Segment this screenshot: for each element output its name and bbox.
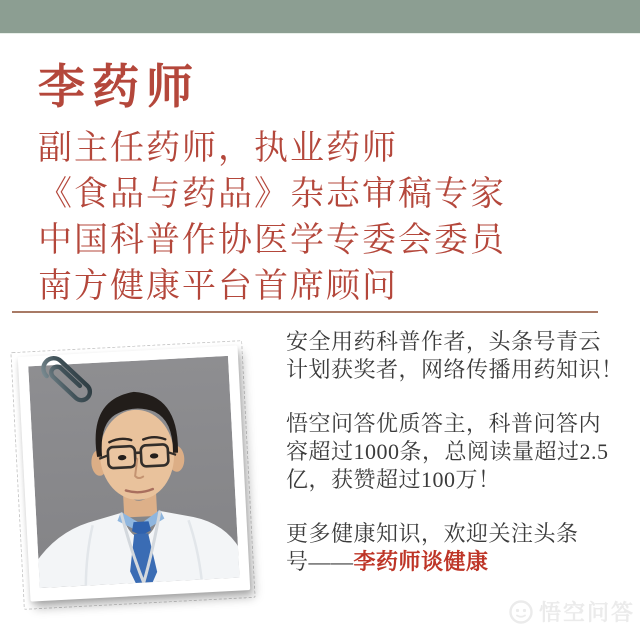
photo-block [22, 348, 248, 600]
bio-line: 更多健康知识，欢迎关注头条 [286, 521, 579, 546]
watermark-text: 悟空问答 [538, 600, 635, 625]
wukong-qa-logo-icon [508, 599, 534, 625]
bio-line-prefix: 号—— [286, 549, 354, 574]
bio-line: 容超过1000条，总阅读量超过2.5 [286, 439, 609, 464]
bio-line: 计划获奖者，网络传播用药知识！ [286, 357, 624, 382]
bio-paragraph-1 [286, 328, 624, 384]
credential-line: 《食品与药品》杂志审稿专家 [38, 176, 506, 213]
top-accent-bar [0, 0, 640, 34]
bio-paragraph-3 [286, 520, 606, 576]
bio-line [286, 549, 489, 574]
bio-paragraph-2 [286, 410, 609, 494]
wukong-qa-watermark [508, 596, 635, 627]
credentials-list [38, 126, 598, 310]
credential-line: 中国科普作协医学专委会委员 [38, 222, 506, 259]
bio-line: 悟空问答优质答主，科普问答内 [286, 411, 602, 436]
bio-line: 亿，获赞超过100万！ [286, 467, 501, 492]
bio-text-column [286, 328, 624, 602]
horizontal-divider [12, 311, 598, 313]
bio-line: 安全用药科普作者，头条号青云 [286, 329, 602, 354]
channel-name-highlight: 李药师谈健康 [353, 549, 489, 574]
credential-line: 副主任药师，执业药师 [38, 130, 398, 167]
page-title: 李药师 [38, 62, 200, 114]
credential-line: 南方健康平台首席顾问 [38, 268, 398, 305]
